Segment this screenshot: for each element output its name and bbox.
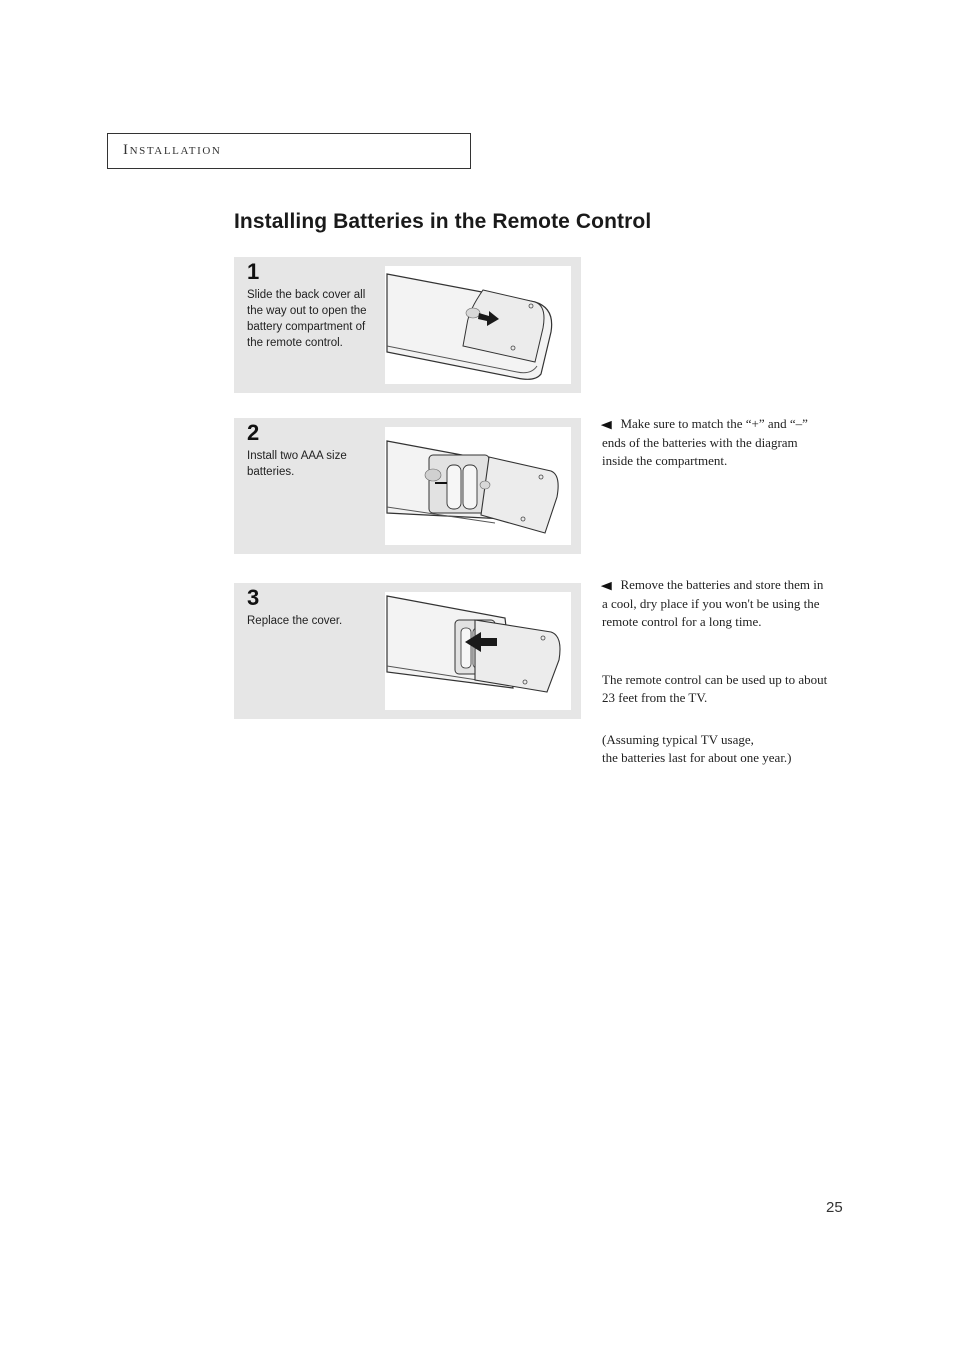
note-text: Remove the batteries and store them in a cool, dry place if you won't be using the remote control for a long time.: [602, 577, 824, 629]
page-number: 25: [826, 1199, 843, 1216]
step-panel-1: [234, 257, 581, 393]
remote-back-cover-illustration: [385, 266, 571, 384]
step-text: Slide the back cover all the way out to open the battery compartment of the remote control.: [247, 289, 367, 349]
section-label: Installation: [123, 142, 222, 158]
step-number: 3: [247, 585, 260, 610]
polarity-note: [602, 415, 830, 470]
battery-life-line-2: the batteries last for about one year.): [602, 750, 792, 765]
step-number: 2: [247, 420, 260, 445]
battery-life-note: [602, 731, 830, 767]
page-title: Installing Batteries in the Remote Control: [234, 210, 652, 233]
left-pointing-arrow-icon: ◀: [600, 580, 612, 592]
note-text: Make sure to match the “+” and “–” ends of the batteries with the diagram inside the compartment.: [602, 416, 808, 468]
remote-batteries-illustration: [385, 427, 571, 545]
step-text: Replace the cover.: [247, 615, 343, 627]
step-text: Install two AAA size batteries.: [247, 450, 347, 478]
left-pointing-arrow-icon: ◀: [600, 419, 612, 431]
step-panel-2: [234, 418, 581, 554]
storage-note: [602, 576, 830, 631]
range-note: The remote control can be used up to about 23 feet from the TV.: [602, 672, 828, 705]
step-number: 1: [247, 259, 260, 284]
battery-life-line-1: (Assuming typical TV usage,: [602, 732, 754, 747]
remote-replace-cover-illustration: [385, 592, 571, 710]
step-panel-3: [234, 583, 581, 719]
